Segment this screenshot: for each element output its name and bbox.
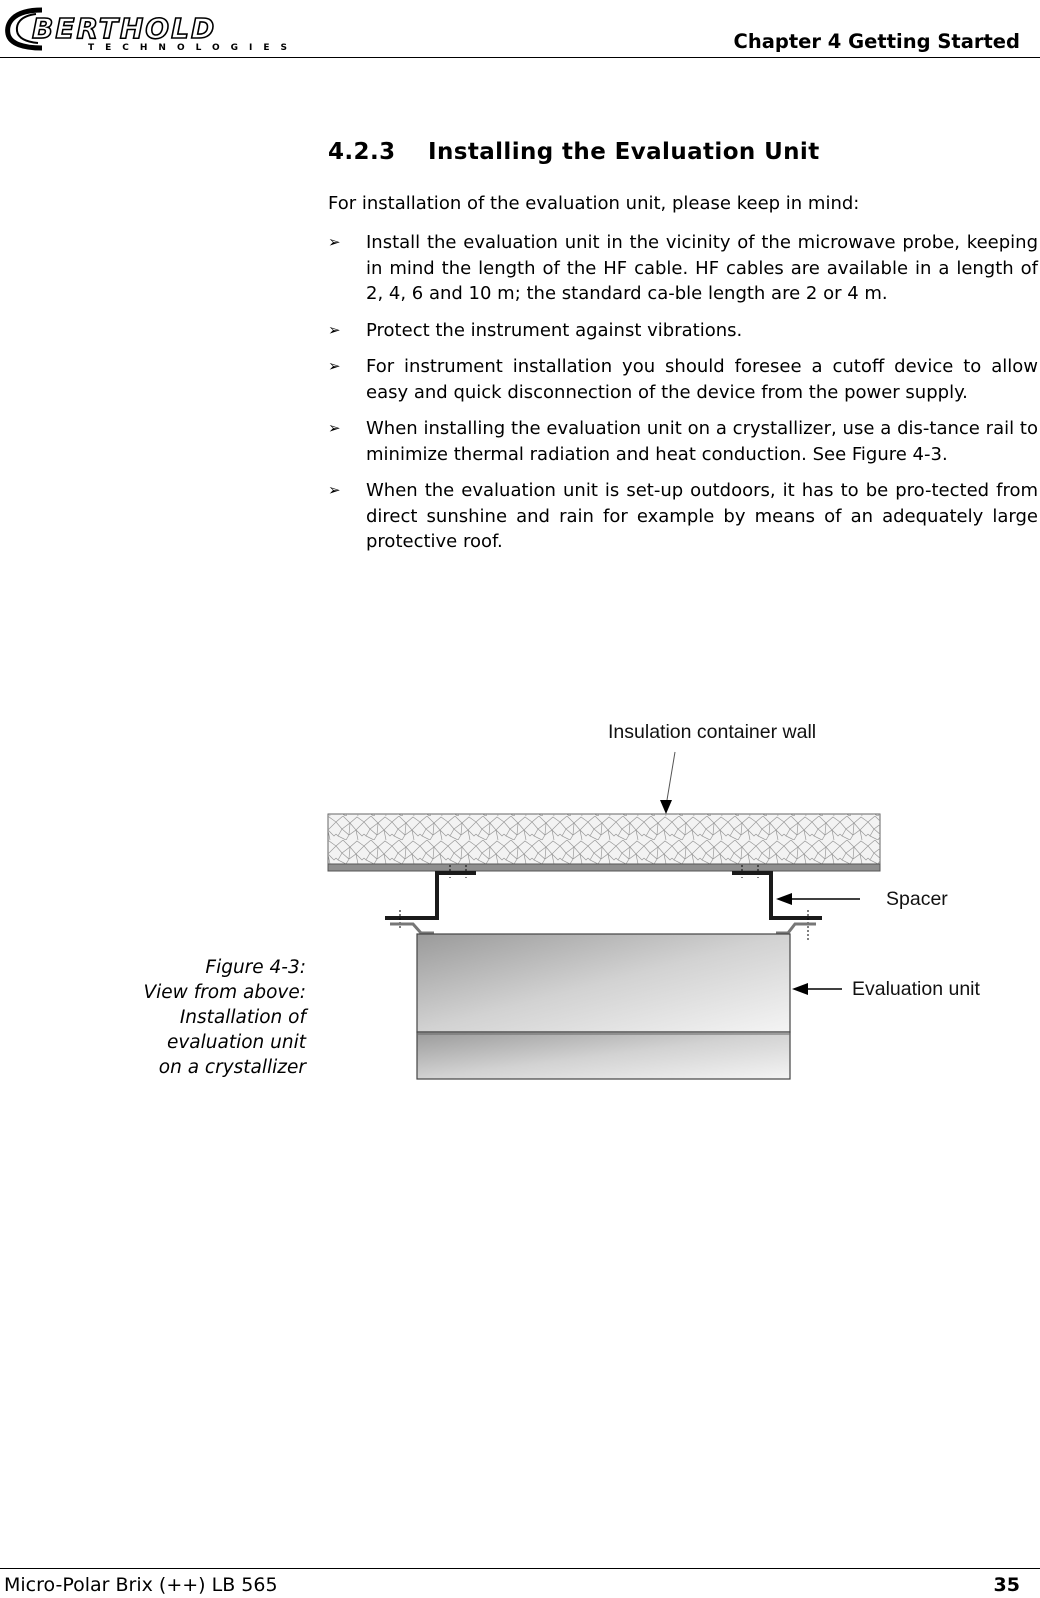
arrow-bullet-icon: ➢ (328, 233, 341, 251)
berthold-logo (2, 4, 302, 54)
installation-figure (320, 705, 1040, 1105)
bullet-list (328, 230, 1038, 566)
arrow-head-left-icon (776, 893, 792, 905)
list-item-text: When installing the evaluation unit on a crystallizer, use a dis-tance rail to minimize thermal radiation and heat conduction. See Figure 4-3. (366, 418, 1038, 465)
arrow-head-left-icon (792, 983, 808, 995)
mount-flange-right (776, 924, 816, 933)
page-number: 35 (993, 1574, 1020, 1596)
list-item (328, 230, 1038, 307)
list-item (328, 354, 1038, 405)
header-divider (0, 57, 1040, 58)
spacer-left (385, 865, 476, 930)
label-spacer: Spacer (886, 888, 948, 910)
caption-line: Figure 4-3: (205, 957, 306, 978)
list-item (328, 478, 1038, 555)
figure-caption (144, 955, 307, 1080)
caption-line: View from above: (143, 982, 306, 1003)
section-title: Installing the Evaluation Unit (428, 139, 820, 165)
label-insulation-wall: Insulation container wall (608, 721, 817, 743)
footer-divider (0, 1568, 1040, 1569)
chapter-title: Chapter 4 Getting Started (733, 30, 1020, 53)
arrow-bullet-icon: ➢ (328, 419, 341, 437)
arrow-head-down-icon (660, 800, 672, 814)
list-item-text: Protect the instrument against vibrations. (366, 319, 743, 341)
caption-line: evaluation unit (166, 1032, 306, 1053)
caption-line: on a crystallizer (158, 1057, 306, 1078)
caption-line: Installation of (179, 1007, 306, 1028)
logo-text: BERTHOLD (32, 12, 217, 45)
mount-flange-left (390, 924, 434, 933)
list-item (328, 416, 1038, 467)
list-item-text: When the evaluation unit is set-up outdoors, it has to be pro-tected from direct sunshine and rain for example by means of an adequately large protective roof. (366, 480, 1038, 552)
intro-paragraph: For installation of the evaluation unit, please keep in mind: (328, 193, 860, 214)
arrow-bullet-icon: ➢ (328, 357, 341, 375)
label-evaluation-unit: Evaluation unit (852, 978, 980, 1000)
list-item (328, 318, 1038, 344)
logo-subtext: TECHNOLOGIES (88, 43, 299, 53)
footer-title: Micro-Polar Brix (++) LB 565 (4, 1574, 278, 1596)
section-number: 4.2.3 (328, 139, 396, 165)
arrow-bullet-icon: ➢ (328, 320, 341, 339)
evaluation-unit-box (417, 934, 790, 1079)
spacer-right (732, 865, 822, 940)
arrow-bullet-icon: ➢ (328, 481, 341, 499)
list-item-text: For instrument installation you should foresee a cutoff device to allow easy and quick disconnection of the device from the power supply. (366, 356, 1038, 403)
arrow-insulation-wall (666, 752, 675, 806)
section-heading (328, 139, 820, 165)
list-item-text: Install the evaluation unit in the vicinity of the microwave probe, keeping in mind the length of the HF cable. HF cables are available in a length of 2, 4, 6 and 10 m; the standard ca-ble length are 2 or 4 m. (366, 232, 1038, 304)
insulation-wall (328, 814, 880, 871)
